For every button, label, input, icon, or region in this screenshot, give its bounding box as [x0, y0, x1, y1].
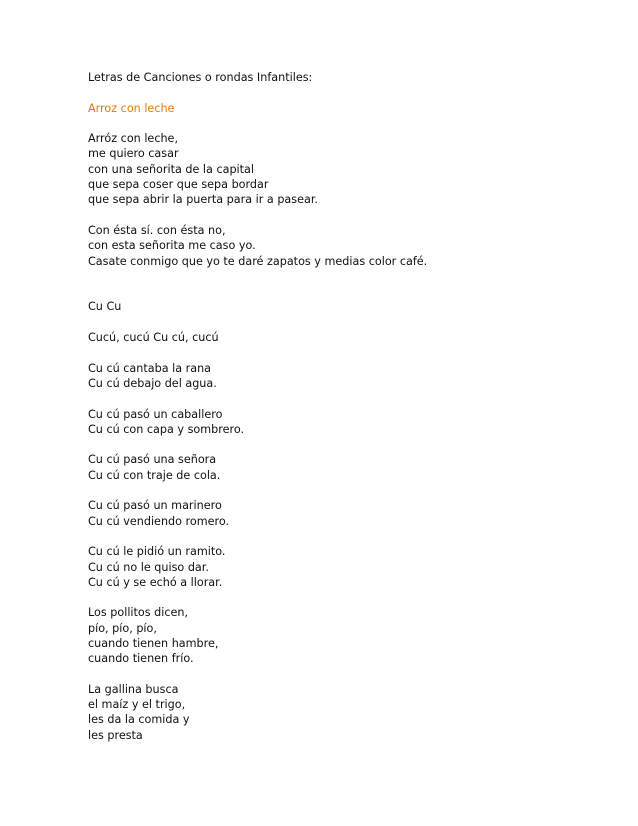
- lyric-line: Cu cú pasó un marinero: [88, 499, 222, 513]
- stanza: [88, 223, 588, 269]
- lyric-line: Cu cú debajo del agua.: [88, 376, 217, 390]
- spacer: [88, 116, 588, 131]
- lyric-line: Cu cú vendiendo romero.: [88, 514, 230, 528]
- lyric-line: Cu cú pasó una señora: [88, 453, 217, 467]
- spacer: [88, 345, 588, 360]
- document-body: [88, 70, 588, 743]
- stanza: [88, 131, 588, 207]
- spacer: [88, 85, 588, 100]
- stanza: [88, 605, 588, 666]
- spacer: [88, 667, 588, 682]
- lyric-line: Cu cú con capa y sombrero.: [88, 422, 245, 436]
- lyric-line: Cucú, cucú Cu cú, cucú: [88, 331, 219, 345]
- song-title-arroz-con-leche: Arroz con leche: [88, 101, 175, 115]
- lyric-line: me quiero casar: [88, 147, 179, 161]
- stanza: [88, 682, 588, 743]
- lyric-line: que sepa coser que sepa bordar: [88, 178, 269, 192]
- spacer: [88, 437, 588, 452]
- lyric-line: les da la comida y: [88, 713, 190, 727]
- lyric-line: que sepa abrir la puerta para ir a pasear.: [88, 193, 318, 207]
- lyric-line: pío, pío, pío,: [88, 621, 157, 635]
- lyric-line: Con ésta sí. con ésta no,: [88, 223, 226, 237]
- spacer: [88, 269, 588, 300]
- stanza: [88, 361, 588, 392]
- stanza: [88, 407, 588, 438]
- lyric-line: Cu cú con traje de cola.: [88, 468, 221, 482]
- lyric-line: Cu cú pasó un caballero: [88, 407, 223, 421]
- document-heading: Letras de Canciones o rondas Infantiles:: [88, 71, 313, 84]
- lyric-line: La gallina busca: [88, 682, 179, 696]
- lyric-line: Cu cú no le quiso dar.: [88, 560, 209, 574]
- lyric-line: Arróz con leche,: [88, 132, 178, 146]
- lyric-line: con una señorita de la capital: [88, 162, 255, 176]
- spacer: [88, 208, 588, 223]
- lyric-line: Cu cú y se echó a llorar.: [88, 575, 223, 589]
- spacer: [88, 315, 588, 330]
- spacer: [88, 483, 588, 498]
- stanza: [88, 544, 588, 590]
- lyric-line: el maíz y el trigo,: [88, 698, 186, 712]
- stanza: [88, 498, 588, 529]
- spacer: [88, 529, 588, 544]
- stanza: [88, 452, 588, 483]
- lyric-line: con esta señorita me caso yo.: [88, 239, 256, 253]
- lyric-line: les presta: [88, 728, 143, 742]
- spacer: [88, 391, 588, 406]
- lyric-line: Los pollitos dicen,: [88, 606, 189, 620]
- lyric-line: cuando tienen frío.: [88, 652, 194, 666]
- lyric-line: Cu cú le pidió un ramito.: [88, 545, 226, 559]
- spacer: [88, 590, 588, 605]
- lyric-line: Casate conmigo que yo te daré zapatos y medias color café.: [88, 254, 428, 268]
- song-title-cu-cu: Cu Cu: [88, 300, 122, 314]
- lyric-line: Cu cú cantaba la rana: [88, 361, 212, 375]
- lyric-line: cuando tienen hambre,: [88, 636, 219, 650]
